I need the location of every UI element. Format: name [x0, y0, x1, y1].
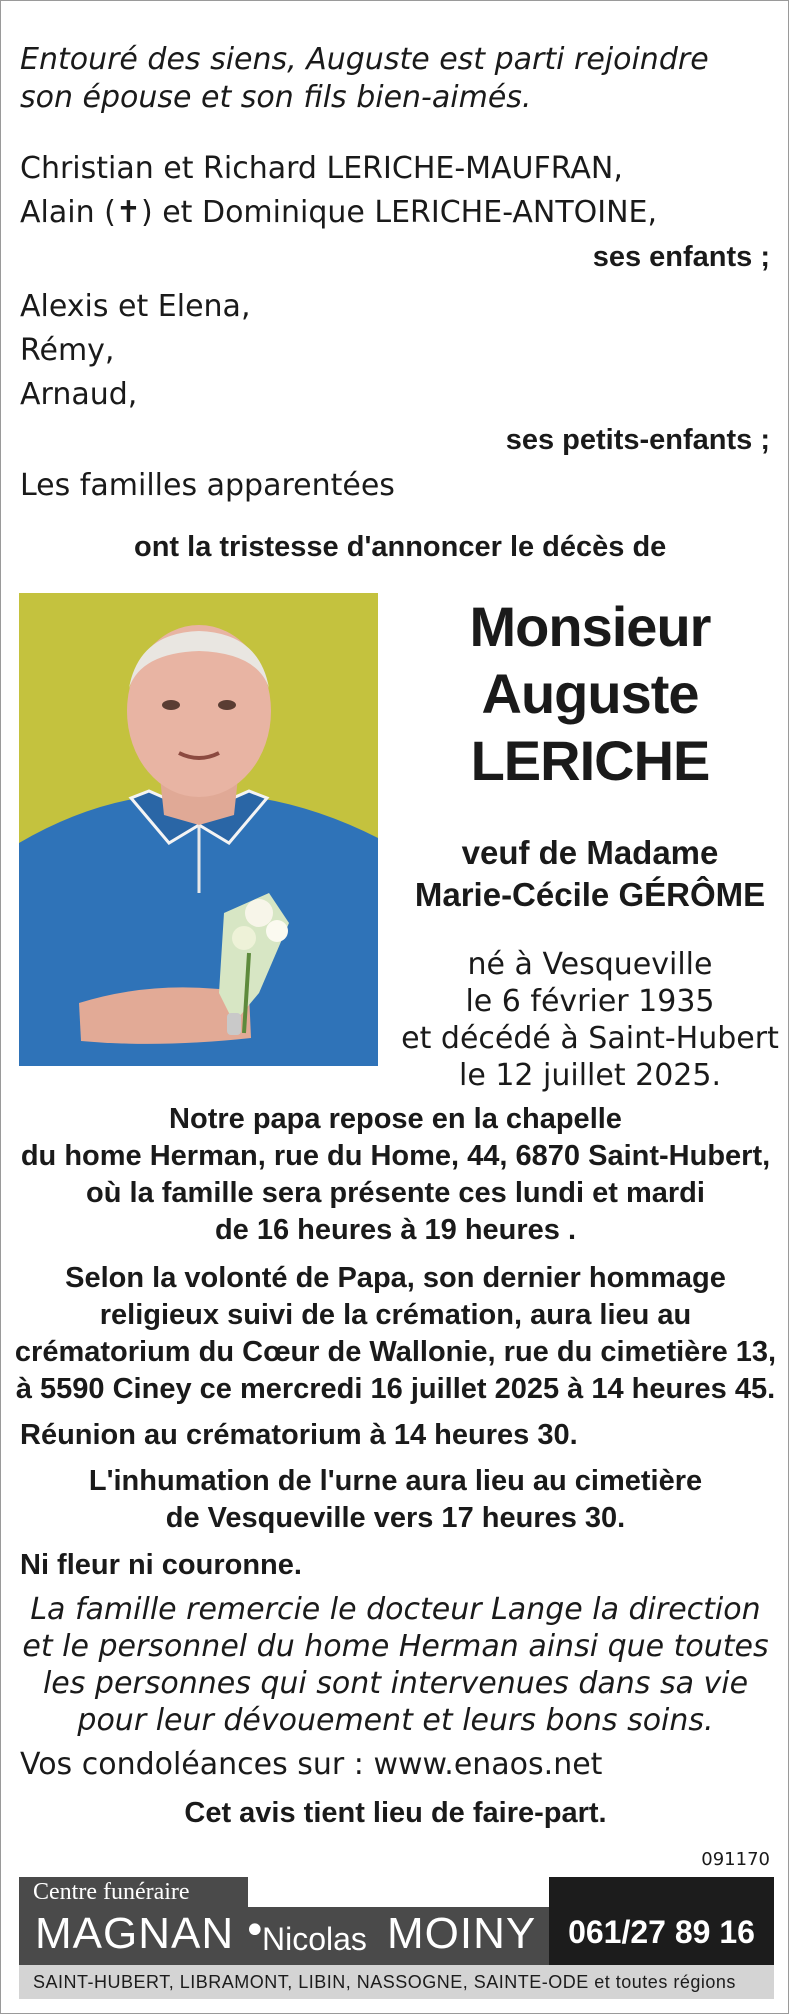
spouse-info	[393, 832, 787, 916]
announcement: ont la tristesse d'annoncer le décès de	[134, 531, 667, 563]
rest-line: du home Herman, rue du Home, 44, 6870 Saint-Hubert,	[20, 1140, 771, 1172]
ceremony-line: à 5590 Ciney ce mercredi 16 juillet 2025 à 14 heures 45.	[15, 1373, 776, 1405]
name-line: Auguste	[481, 662, 699, 725]
thanks-line: pour leur dévouement et leurs bons soins.	[77, 1703, 714, 1738]
thanks-line: et le personnel du home Herman ainsi que toutes	[22, 1629, 769, 1664]
condolences-link[interactable]: Vos condoléances sur : www.enaos.net	[20, 1747, 603, 1782]
burial-line: L'inhumation de l'urne aura lieu au cimetière	[88, 1465, 703, 1497]
funeral-center-label: Centre funéraire	[19, 1877, 248, 1907]
dates-line: né à Vesqueville	[467, 947, 713, 982]
rest-place	[1, 1101, 790, 1249]
phone-number: 061/27 89 16	[549, 1877, 774, 1965]
ceremony-line: Selon la volonté de Papa, son dernier hommage	[65, 1262, 726, 1294]
meeting-info: Réunion au crématorium à 14 heures 30.	[20, 1419, 578, 1451]
ceremony-line: religieux suivi de la crémation, aura lieu au	[99, 1299, 692, 1331]
portrait-photo	[19, 593, 378, 1066]
flowers-note: Ni fleur ni couronne.	[20, 1549, 302, 1581]
spouse-line: Marie-Cécile GÉRÔME	[414, 876, 766, 913]
rest-line: où la famille sera présente ces lundi et mardi	[86, 1177, 705, 1209]
thanks-text	[1, 1591, 790, 1739]
grandchild-line: Alexis et Elena,	[20, 289, 251, 324]
spouse-line: veuf de Madame	[461, 834, 719, 871]
dates-line: le 6 février 1935	[465, 984, 715, 1019]
grandchildren-label: ses petits-enfants ;	[505, 424, 770, 456]
notice-text: Cet avis tient lieu de faire-part.	[184, 1797, 607, 1829]
intro-text	[20, 41, 709, 117]
child-line: Christian et Richard LERICHE-MAUFRAN,	[20, 151, 623, 186]
name-line: Monsieur	[469, 595, 711, 658]
reference-number: 091170	[701, 1849, 770, 1870]
grandchild-line: Rémy,	[20, 333, 115, 368]
name-separator: •	[243, 1908, 267, 1954]
birth-death-info	[393, 946, 787, 1094]
intro-line: Entouré des siens, Auguste est parti rejoindre	[20, 42, 709, 77]
thanks-line: les personnes qui sont intervenues dans sa vie	[42, 1666, 749, 1701]
funeral-home-name-nicolas: Nicolas	[262, 1921, 367, 1957]
funeral-home-name-magnan: MAGNAN	[35, 1909, 235, 1958]
grandchild-line: Arnaud,	[20, 377, 138, 412]
funeral-home-name	[19, 1907, 549, 1965]
service-locations: SAINT-HUBERT, LIBRAMONT, LIBIN, NASSOGNE, SAINTE-ODE et toutes régions	[19, 1965, 774, 1999]
portrait-illustration	[19, 593, 378, 1066]
children-list	[20, 147, 657, 235]
name-line: LERICHE	[470, 729, 710, 792]
burial-line: de Vesqueville vers 17 heures 30.	[165, 1502, 626, 1534]
burial-info	[1, 1463, 790, 1537]
families-text: Les familles apparentées	[20, 468, 395, 503]
child-line: Alain (✝) et Dominique LERICHE-ANTOINE,	[20, 195, 658, 230]
dates-line: et décédé à Saint-Hubert	[401, 1021, 779, 1056]
thanks-line: La famille remercie le docteur Lange la direction	[30, 1592, 761, 1627]
ceremony-line: crématorium du Cœur de Wallonie, rue du cimetière 13,	[14, 1336, 777, 1368]
children-label: ses enfants ;	[592, 241, 770, 273]
funeral-home-name-moiny: MOINY	[387, 1909, 537, 1958]
rest-line: de 16 heures à 19 heures .	[214, 1214, 577, 1246]
intro-line: son épouse et son fils bien-aimés.	[20, 80, 532, 115]
grandchildren-list	[20, 285, 250, 417]
dates-line: le 12 juillet 2025.	[458, 1058, 722, 1093]
funeral-home-banner	[19, 1877, 774, 1999]
rest-line: Notre papa repose en la chapelle	[169, 1103, 622, 1135]
deceased-name	[393, 593, 787, 794]
ceremony-info	[1, 1260, 790, 1408]
